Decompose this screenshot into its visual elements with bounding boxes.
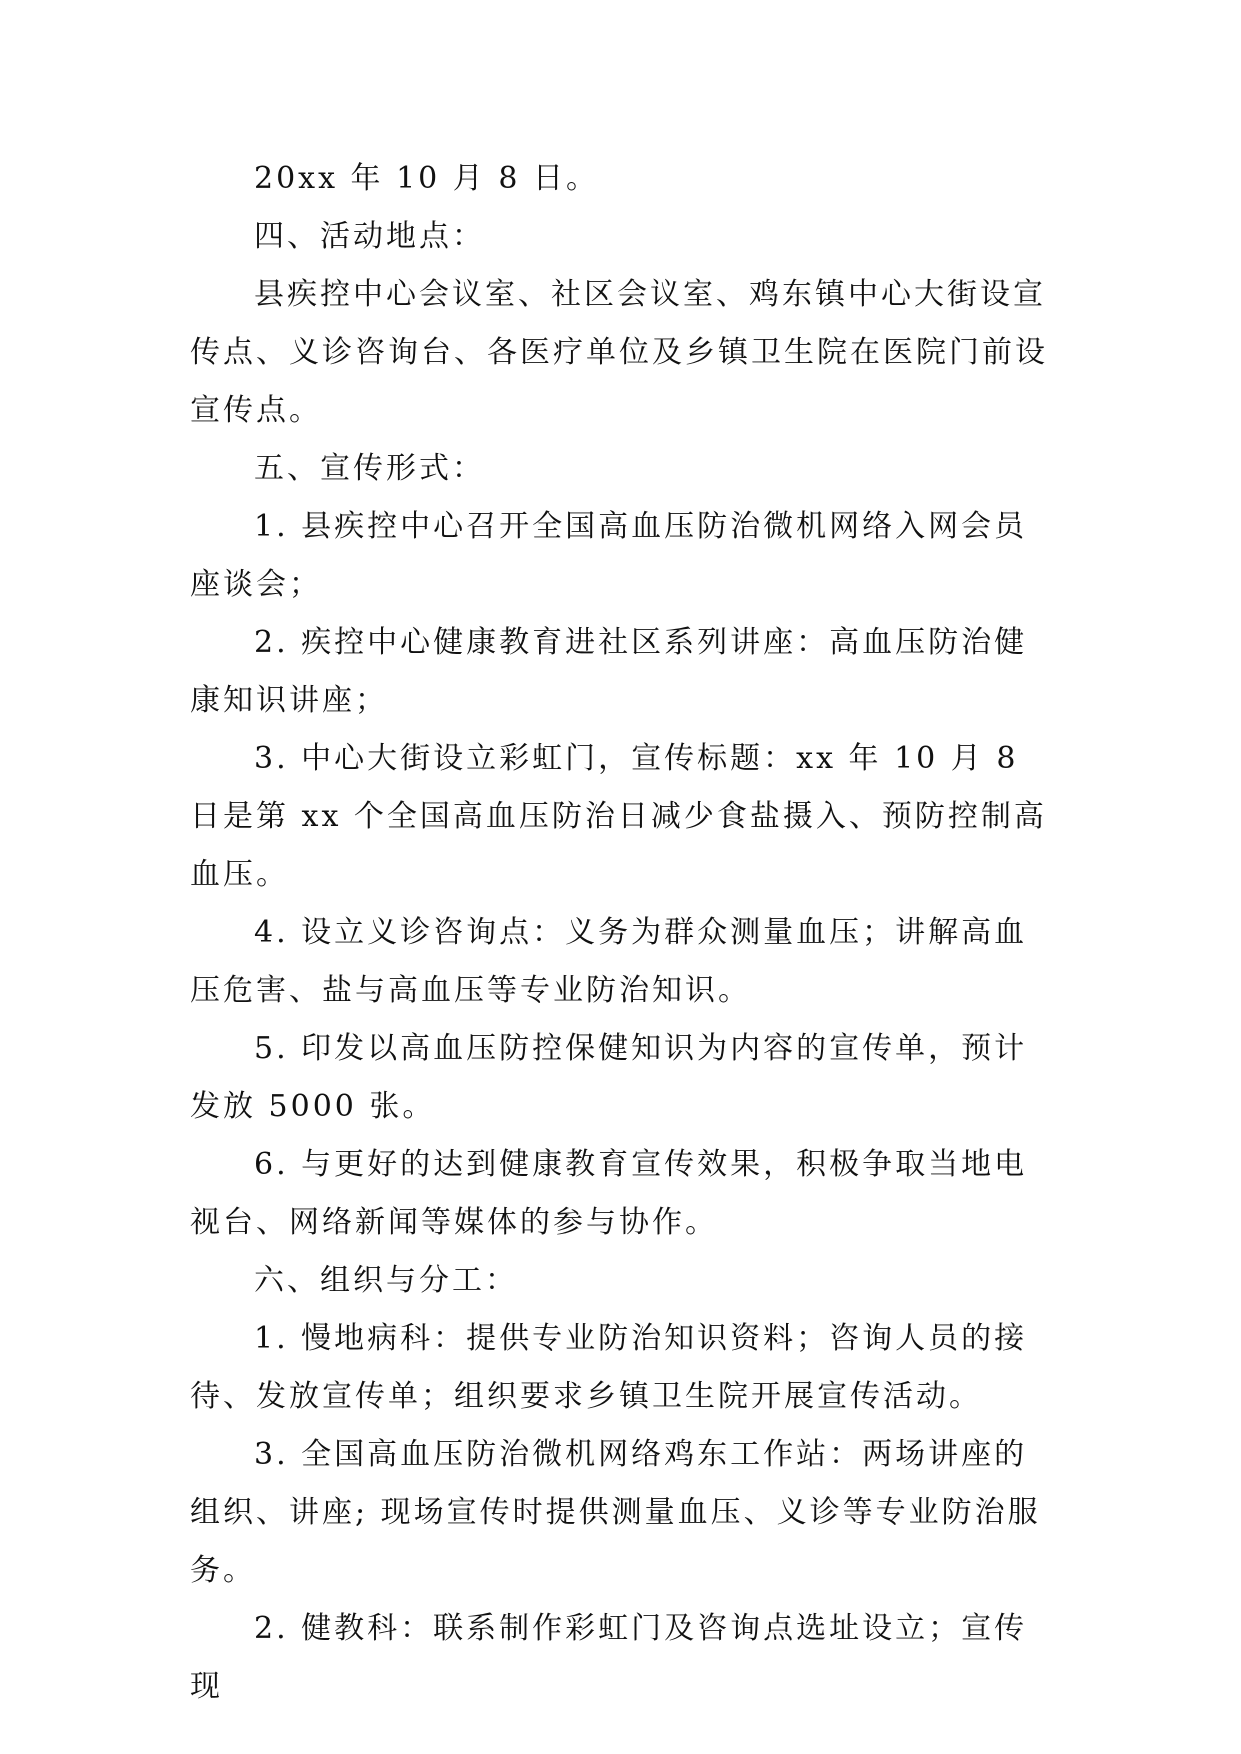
format-item-2: 2. 疾控中心健康教育进社区系列讲座：高血压防治健康知识讲座； — [190, 625, 1028, 718]
format-item-5: 5. 印发以高血压防控保健知识为内容的宣传单，预计发放 5000 张。 — [190, 1031, 1028, 1124]
section-heading-location: 四、活动地点： — [254, 219, 485, 254]
document-body — [190, 150, 1050, 1716]
organization-item-1: 1. 慢地病科：提供专业防治知识资料；咨询人员的接待、发放宣传单；组织要求乡镇卫生院开展宣传活动。 — [190, 1321, 1028, 1414]
organization-item-3: 3. 全国高血压防治微机网络鸡东工作站：两场讲座的组织、讲座; 现场宣传时提供测量血压、义诊等专业防治服务。 — [190, 1437, 1041, 1588]
section-heading-format: 五、宣传形式： — [254, 451, 485, 486]
section-heading-organization: 六、组织与分工： — [254, 1263, 518, 1298]
format-item-1: 1. 县疾控中心召开全国高血压防治微机网络入网会员座谈会； — [190, 509, 1028, 602]
format-item-3: 3. 中心大街设立彩虹门，宣传标题：xx 年 10 月 8 日是第 xx 个全国高血压防治日减少食盐摄入、预防控制高血压。 — [190, 741, 1047, 892]
location-paragraph: 县疾控中心会议室、社区会议室、鸡东镇中心大街设宣传点、义诊咨询台、各医疗单位及乡镇卫生院在医院门前设宣传点。 — [190, 277, 1048, 428]
format-item-6: 6. 与更好的达到健康教育宣传效果，积极争取当地电视台、网络新闻等媒体的参与协作。 — [190, 1147, 1028, 1240]
format-item-4: 4. 设立义诊咨询点：义务为群众测量血压；讲解高血压危害、盐与高血压等专业防治知识。 — [190, 915, 1028, 1008]
organization-item-2: 2. 健教科：联系制作彩虹门及咨询点选址设立；宣传现 — [190, 1611, 1028, 1704]
date-line: 20xx 年 10 月 8 日。 — [254, 161, 599, 196]
